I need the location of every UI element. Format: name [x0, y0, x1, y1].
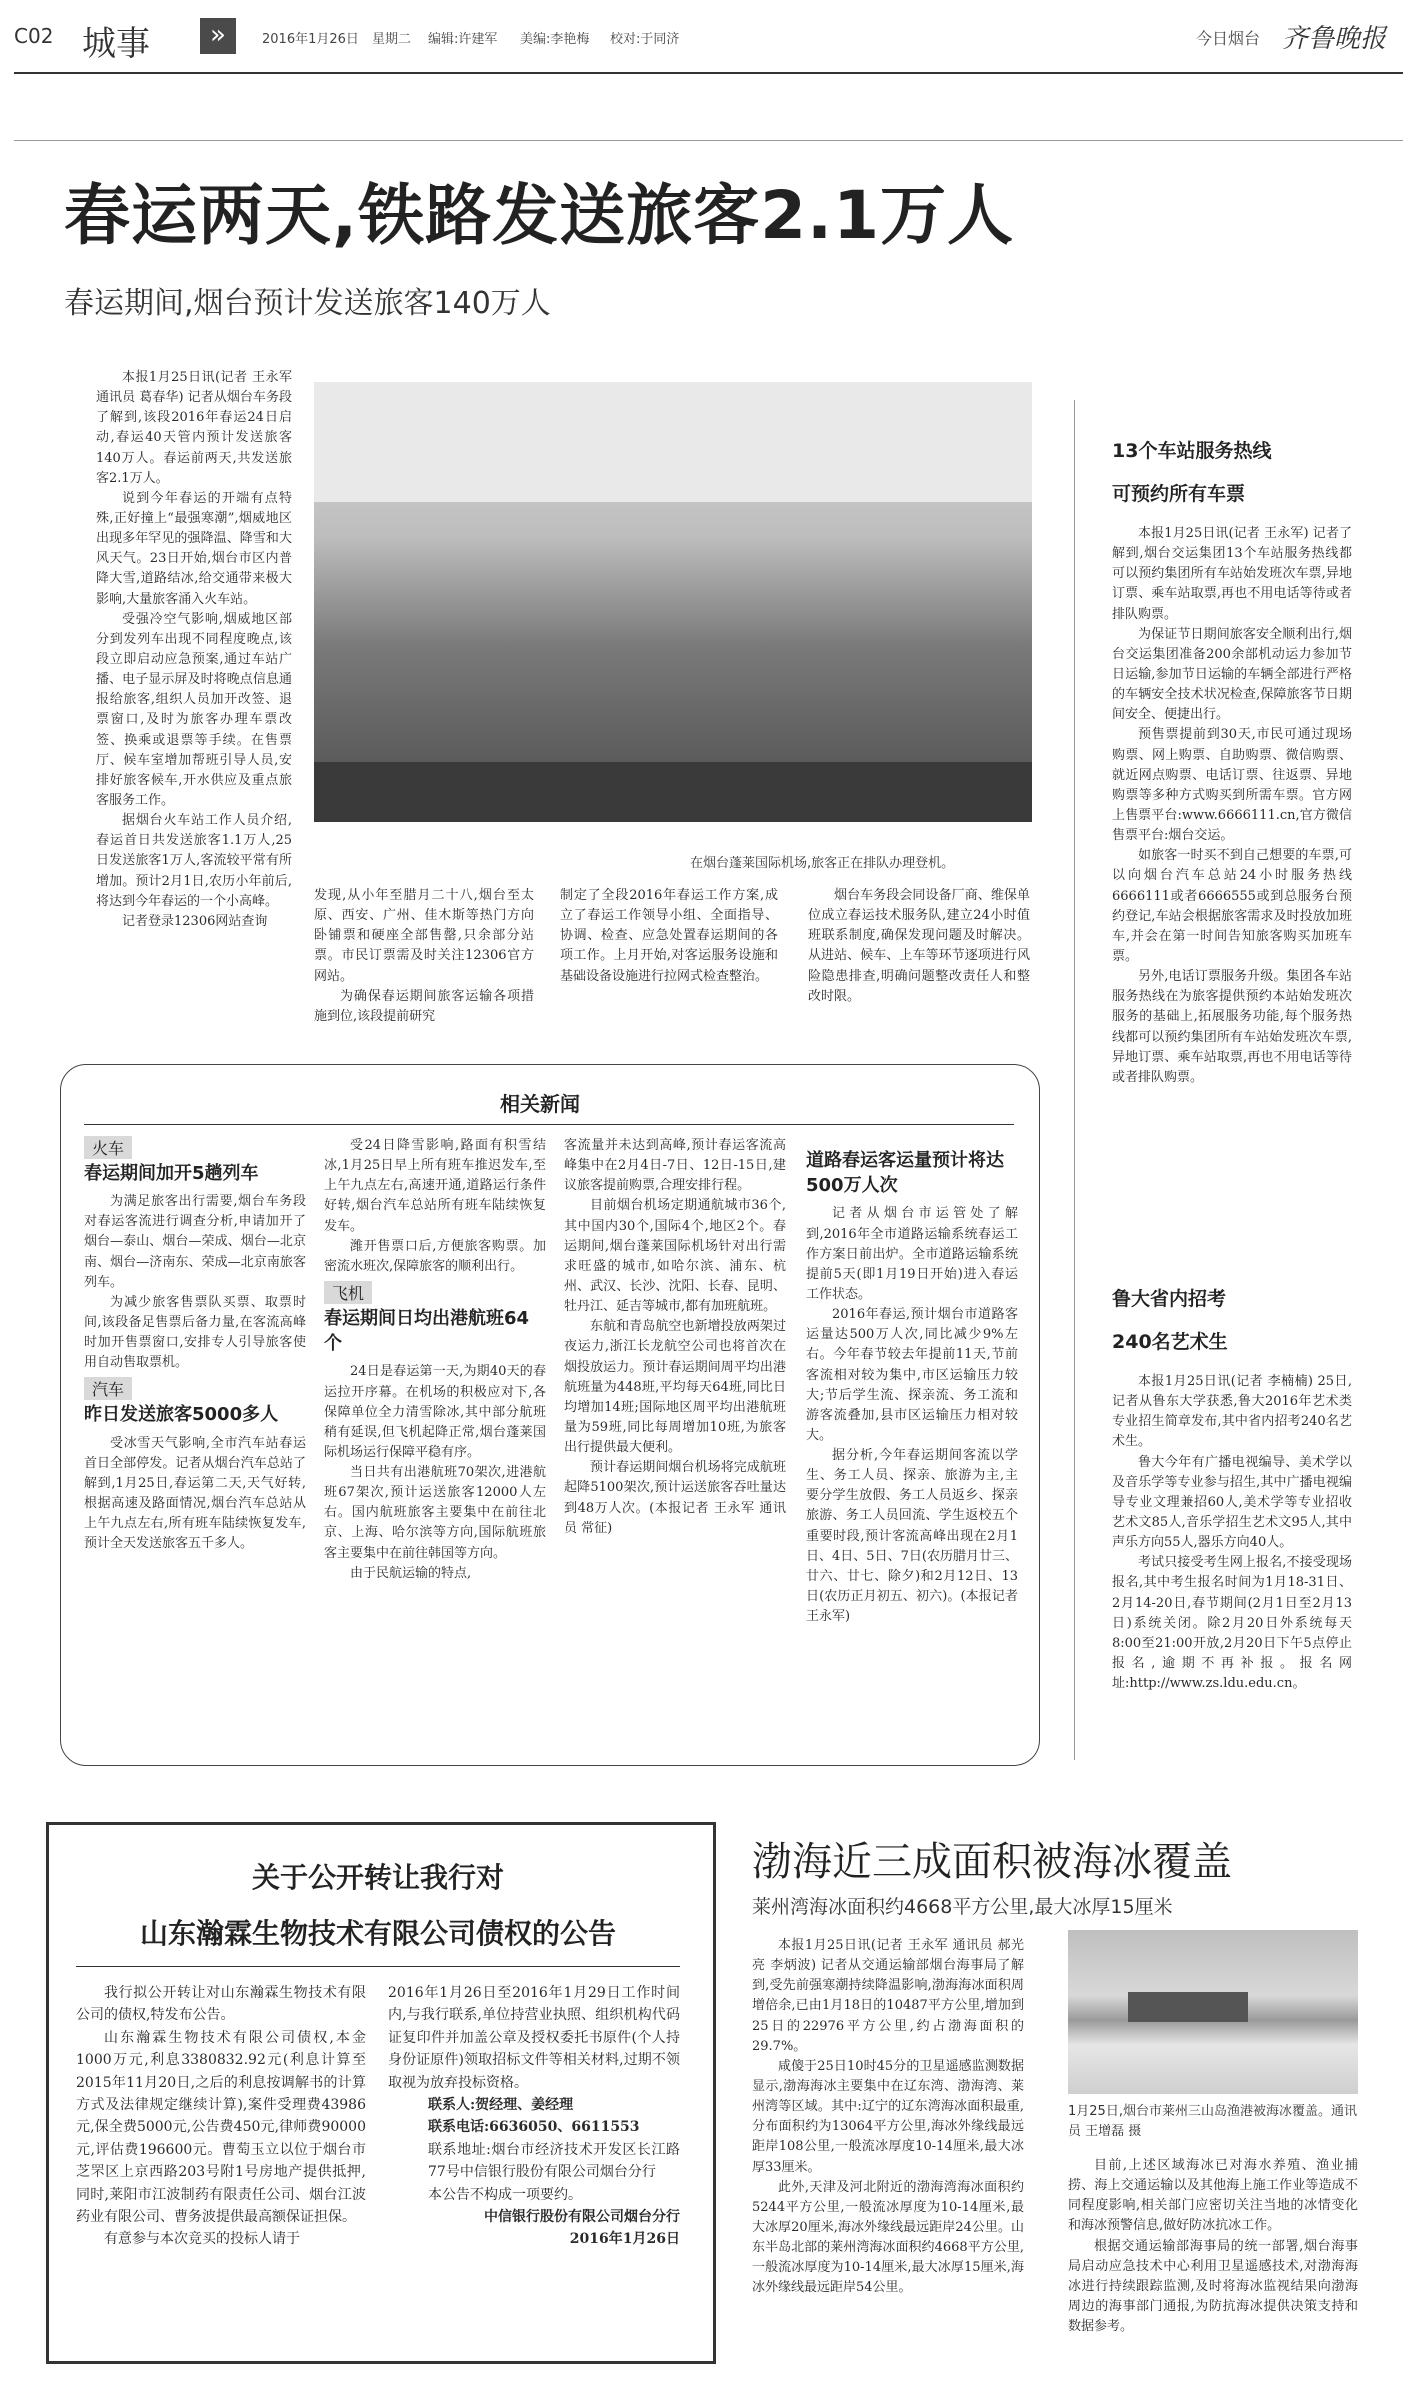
right-column-divider [1074, 400, 1075, 1760]
lead-paragraph: 烟台车务段会同设备厂商、维保单位成立春运技术服务队,建立24小时值班联系制度,确保发现问题及时解决。从进站、候车、上车等环节逐项进行风险隐患排查,明确问题整改责任人和整改时限。 [808, 888, 1030, 1004]
category-tag: 火车 [84, 1136, 132, 1159]
news-paragraph: 如旅客一时买不到自己想要的车票,可以向烟台汽车总站24小时服务热线6666111或者6666555或到总服务台预约登记,车站会根据旅客需求及时投放加班车,并会在第一时间告知旅客购买加班车票。 [1112, 848, 1352, 964]
notice-right-column [388, 1982, 680, 2251]
notice-contact-address: 联系地址:烟台市经济技术开发区长江路77号中信银行股份有限公司烟台分行 [428, 2141, 680, 2181]
notice-contact-phone: 联系电话:6636050、6611553 [428, 2119, 640, 2136]
ice-paragraph: 根据交通运输部海事局的统一部署,烟台海事局启动应急技术中心利用卫星遥感技术,对渤海海冰进行持续跟踪监测,及时将海冰监视结果向渤海周边的海事部门通报,为防抗海冰提供决策支持和数据参考。 [1068, 2238, 1358, 2335]
photo-boat [1128, 1992, 1248, 2022]
related-paragraph: 受24日降雪影响,路面有积雪结冰,1月25日早上所有班车推迟发车,至上午九点左右,高速开通,道路运行条件好转,烟台汽车总站所有班车陆续恢复发车。 [324, 1138, 546, 1234]
news-paragraph: 本报1月25日讯(记者 王永军) 记者了解到,烟台交运集团13个车站服务热线都可以预约集团所有车站始发班次车票,异地订票、乘车站取票,再也不用电话等待或者排队购票。 [1112, 526, 1352, 622]
sea-ice-photo [1068, 1930, 1358, 2094]
related-body [84, 1192, 306, 1373]
masthead-proof: 校对:于同济 [610, 32, 680, 47]
right-news-1 [1112, 436, 1352, 1088]
category-tag: 飞机 [324, 1281, 372, 1304]
related-column-2 [324, 1136, 546, 1584]
ice-column-2 [1068, 2156, 1358, 2337]
news-headline: 13个车站服务热线 [1112, 440, 1272, 462]
chevron-right-icon: » [200, 18, 236, 54]
notice-paragraph: 山东瀚霖生物技术有限公司债权,本金1000万元,利息3380832.92元(利息计算至2015年11月20日,之后的利息按调解书的计算方式及法律规定继续计算),案件受理费43986元,保全费5000元,公告费450元,律师费90000元,评估费196600元。曹萄玉立以位于烟台市芝罘区上京西路203号附1号房地产提供抵押,同时,莱阳市江波制药有限责任公司、烟台江波药业有限公司、曹务波提供最高额保证担保。 [76, 2029, 366, 2225]
related-paragraph: 东航和青岛航空也新增投放两架过夜运力,浙江长龙航空公司也将首次在烟投放运力。预计春运期间周平均出港航班量为448班,平均每天64班,同比日均增加14班;国际地区周平均出港航班量为59班,同比每周增加10班,为旅客出行提供最大便利。 [564, 1319, 786, 1456]
lead-paragraph: 发现,从小年至腊月二十八,烟台至太原、西安、广州、佳木斯等热门方向卧铺票和硬座全部售罄,只余部分站票。市民订票需及时关注12306官方网站。 [314, 888, 534, 984]
news-paragraph: 预售票提前到30天,市民可通过现场购票、网上购票、自助购票、微信购票、就近网点购票、电话订票、往返票、异地购票等多种方式购买到所需车票。官方网上售票平台:www.6666111.cn,官方微信售票平台:烟台交运。 [1112, 727, 1352, 844]
related-paragraph: 2016年春运,预计烟台市道路客运量达500万人次,同比减少9%左右。今年春节较去年提前11天,节前客流相对较为集中,市区运输压力较大;节后学生流、探亲流、务工流和游客流叠加,县市区运输压力相对较大。 [806, 1307, 1018, 1443]
lead-paragraph: 记者登录12306网站查询 [122, 913, 268, 929]
related-paragraph: 当日共有出港航班70架次,进港航班67架次,预计运送旅客12000人左右。国内航班旅客主要集中在前往北京、上海、哈尔滨等方向,国际航班旅客主要集中在前往韩国等方向。 [324, 1465, 546, 1561]
notice-paragraph: 我行拟公开转让对山东瀚霖生物技术有限公司的债权,特发布公告。 [76, 1985, 366, 2024]
notice-title-line2: 山东瀚霖生物技术有限公司债权的公告 [139, 1917, 616, 1950]
related-body [324, 1362, 546, 1584]
related-news-title: 相关新闻 [500, 1092, 580, 1116]
related-headline: 道路春运客运量预计将达500万人次 [806, 1150, 1004, 1197]
ice-paragraph: 此外,天津及河北附近的渤海湾海冰面积约5244平方公里,一般流冰厚度为10-14厘米,最大冰厚20厘米,海冰外缘线最远距岸24公里。山东半岛北部的莱州湾海冰面积约4668平方公里,一般流冰厚度为10-14厘米,最大冰厚15厘米,海冰外缘线最远距岸54公里。 [752, 2179, 1024, 2296]
news-paragraph: 另外,电话订票服务升级。集团各车站服务热线在为旅客提供预约本站始发班次服务的基础上,拓展服务功能,每个服务热线都可以预约集团所有车站始发班次车票,异地订票、乘车站取票,再也不用电话等待或者排队购票。 [1112, 969, 1352, 1085]
lead-paragraph: 据烟台火车站工作人员介绍,春运首日共发送旅客1.1万人,25日发送旅客1万人,客流较平常有所增加。预计2月1日,农历小年前后,将达到今年春运的一个小高峰。 [96, 813, 292, 909]
related-headline: 昨日发送旅客5000多人 [84, 1404, 279, 1426]
airport-photo [314, 382, 1032, 822]
related-paragraph: 受冰雪天气影响,全市汽车站春运首日全部停发。记者从烟台汽车总站了解到,1月25日,春运第二天,天气好转,根据高速及路面情况,烟台汽车总站从上午九点左右,所有班车陆续恢复发车,预计全天发送旅客五千多人。 [84, 1435, 306, 1552]
related-headline: 春运期间日均出港航班64个 [324, 1307, 530, 1355]
related-paragraph: 潍开售票口后,方便旅客购票。加密流水班次,保障旅客的顺利出行。 [324, 1238, 546, 1274]
news-headline: 可预约所有车票 [1112, 483, 1246, 505]
category-tag: 汽车 [84, 1377, 132, 1400]
lead-column-3 [560, 886, 778, 987]
right-news-2 [1112, 1284, 1352, 1694]
notice-date: 2016年1月26日 [569, 2231, 680, 2248]
photo-caption: 在烟台蓬莱国际机场,旅客正在排队办理登机。 [690, 856, 955, 871]
related-paragraph: 记者从烟台市运管处了解到,2016年全市道路运输系统春运工作方案日前出炉。全市道路运输系统提前5天(即1月19日开始)进入春运工作状态。 [806, 1206, 1018, 1302]
lead-column-1 [96, 368, 292, 932]
news-headline: 240名艺术生 [1112, 1331, 1228, 1353]
notice-left-column [76, 1982, 366, 2251]
notice-contact-person: 联系人:贺经理、姜经理 [428, 2096, 574, 2113]
news-body [1112, 524, 1352, 1088]
notice-title-line1: 关于公开转让我行对 [251, 1861, 504, 1894]
related-body [564, 1136, 786, 1539]
related-paragraph: 为满足旅客出行需要,烟台车务段对春运客流进行调查分析,申请加开了烟台—泰山、烟台—荣成、烟台—北京南、烟台—济南东、荣成—北京南旅客列车。 [84, 1194, 306, 1290]
notice-paragraph: 有意参与本次竞买的投标人请于 [104, 2231, 300, 2248]
notice-disclaimer: 本公告不构成一项要约。 [428, 2186, 582, 2203]
masthead-date: 2016年1月26日 [262, 32, 359, 47]
related-paragraph: 24日是春运第一天,为期40天的春运拉开序幕。在机场的积极应对下,各保障单位全力清雪除冰,其中部分航班稍有延误,但飞机起降正常,烟台蓬莱国际机场运行保障平稳有序。 [324, 1364, 546, 1460]
notice-issuer: 中信银行股份有限公司烟台分行 [484, 2208, 680, 2225]
related-body [84, 1434, 306, 1555]
news-body [1112, 1372, 1352, 1694]
photo-ceiling [314, 382, 1032, 502]
related-paragraph: 目前烟台机场定期通航城市36个,其中国内30个,国际4个,地区2个。春运期间,烟台蓬莱国际机场针对出行需求旺盛的城市,如哈尔滨、浦东、杭州、武汉、长沙、沈阳、长春、昆明、牡丹江、延吉等城市,都有加班航班。 [564, 1198, 786, 1315]
masthead-rule [14, 72, 1403, 74]
page-number: C02 [14, 24, 54, 48]
news-headline: 鲁大省内招考 [1112, 1288, 1227, 1310]
notice-rule [76, 1966, 680, 1967]
lead-column-2 [314, 886, 534, 1027]
lead-paragraph: 说到今年春运的开端有点特殊,正好撞上“最强寒潮”,烟威地区出现多年罕见的强降温、降雪和大风天气。23日开始,烟台市区内普降大雪,道路结冰,给交通带来极大影响,大量旅客涌入火车站。 [96, 490, 292, 607]
photo-counter [314, 762, 1032, 822]
news-paragraph: 鲁大今年有广播电视编导、美术学以及音乐学等专业参与招生,其中广播电视编导专业文理兼招60人,美术学等专业招收艺术文85人,音乐学招生艺术文95人,其中声乐方向55人,器乐方向40人。 [1112, 1454, 1352, 1551]
masthead-weekday: 星期二 [372, 32, 412, 47]
lead-subhead: 春运期间,烟台预计发送旅客140万人 [64, 286, 551, 321]
lead-paragraph: 本报1月25日讯(记者 王永军 通讯员 葛春华) 记者从烟台车务段了解到,该段2016年春运24日启动,春运40天管内预计发送旅客140万人。春运前两天,共发送旅客2.1万人。 [96, 370, 292, 486]
related-paragraph: 客流量并未达到高峰,预计春运客流高峰集中在2月4日-7日、12日-15日,建议旅客提前购票,合理安排行程。 [564, 1138, 786, 1194]
masthead-rule-thin [14, 140, 1403, 141]
lead-paragraph: 制定了全段2016年春运工作方案,成立了春运工作领导小组、全面指导、协调、检查、应急处置春运期间的各项工作。上月开始,对客运服务设施和基础设备设施进行拉网式检查整治。 [560, 888, 778, 984]
related-title-rule [84, 1124, 1014, 1125]
related-column-4 [806, 1146, 1018, 1627]
masthead-editor: 编辑:许建军 [428, 32, 498, 47]
lead-column-4 [808, 886, 1030, 1007]
ice-paragraph: 目前,上述区域海冰已对海水养殖、渔业捕捞、海上交通运输以及其他海上施工作业等造成不同程度影响,相关部门应密切关注当地的冰情变化和海冰预警信息,做好防冰抗冰工作。 [1068, 2158, 1358, 2234]
news-paragraph: 考试只接受考生网上报名,不接受现场报名,其中考生报名时间为1月18-31日、2月14-20日,春节期间(2月1日至2月13日)系统关闭。除2月20日外系统每天8:00至21:00开放,2月20日下午5点停止报名,逾期不再补报。报名网址:http://www.zs.ldu.edu.cn。 [1112, 1555, 1352, 1692]
section-label: 城事 [82, 24, 150, 64]
paper-logo: 齐鲁晚报 [1282, 24, 1387, 54]
lead-headline: 春运两天,铁路发送旅客2.1万人 [64, 177, 1014, 254]
masthead-designer: 美编:李艳梅 [520, 32, 590, 47]
ice-headline: 渤海近三成面积被海冰覆盖 [752, 1839, 1232, 1885]
ice-column-1 [752, 1936, 1024, 2299]
related-paragraph: 由于民航运输的特点, [350, 1565, 472, 1581]
related-body [806, 1204, 1018, 1627]
related-paragraph: 为减少旅客售票队买票、取票时间,该段备足售票后备力量,在客流高峰时加开售票窗口,安排专人引导旅客使用自动售取票机。 [84, 1294, 306, 1371]
notice-paragraph: 2016年1月26日至2016年1月29日工作时间内,与我行联系,单位持营业执照、组织机构代码证复印件并加盖公章及授权委托书原件(个人持身份证原件)领取招标文件等相关材料,过期不领取视为放弃投标资格。 [388, 1985, 680, 2091]
news-paragraph: 本报1月25日讯(记者 李楠楠) 25日,记者从鲁东大学获悉,鲁大2016年艺术类专业招生简章发布,其中省内招考240名艺术生。 [1112, 1374, 1352, 1450]
ice-subhead: 莱州湾海冰面积约4668平方公里,最大冰厚15厘米 [752, 1896, 1173, 1918]
related-paragraph: 据分析,今年春运期间客流以学生、务工人员、探亲、旅游为主,主要分学生放假、务工人员返乡、探亲旅游、务工人员回流、学生返校五个重要时段,预计客流高峰出现在2月1日、4日、5日、7日(农历腊月廿三、廿六、廿七、除夕)和2月12日、13日(农历正月初五、初六)。(本报记者 王永军) [806, 1448, 1018, 1625]
masthead [0, 0, 1417, 70]
related-headline: 春运期间加开5趟列车 [84, 1163, 259, 1184]
related-column-3 [564, 1136, 786, 1539]
paper-name: 今日烟台 [1196, 29, 1261, 48]
ice-paragraph: 咸傻于25日10时45分的卫星遥感监测数据显示,渤海海冰主要集中在辽东湾、渤海湾、莱州湾等区域。其中:辽宁的辽东湾海冰面积最重,分布面积约为13064平方公里,海冰外缘线最远距岸108公里,一般流冰厚度10-14厘米,最大冰厚33厘米。 [752, 2058, 1024, 2175]
ice-paragraph: 本报1月25日讯(记者 王永军 通讯员 郝光亮 李炳波) 记者从交通运输部烟台海事局了解到,受先前强寒潮持续降温影响,渤海海冰面积周增倍余,已由1月18日的10487平方公里,增加到25日的22976平方公里,约占渤海面积的29.7%。 [752, 1938, 1024, 2054]
lead-paragraph: 受强冷空气影响,烟威地区部分到发列车出现不同程度晚点,该段立即启动应急预案,通过车站广播、电子显示屏及时将晚点信息通报给旅客,组织人员加开改签、退票窗口,及时为旅客办理车票改签、换乘或退票等手续。在售票厅、候车室增加帮班引导人员,安排好旅客候车,开水供应及重点旅客服务工作。 [96, 611, 292, 808]
related-paragraph: 预计春运期间烟台机场将完成航班起降5100架次,预计运送旅客吞吐量达到48万人次。(本报记者 王永军 通讯员 常征) [564, 1460, 786, 1536]
related-column-1 [84, 1136, 306, 1554]
ice-photo-caption: 1月25日,烟台市莱州三山岛渔港被海冰覆盖。通讯员 王增磊 摄 [1068, 2104, 1357, 2140]
lead-paragraph: 为确保春运期间旅客运输各项措施到位,该段提前研究 [314, 988, 534, 1024]
related-body [324, 1136, 546, 1277]
news-paragraph: 为保证节日期间旅客安全顺利出行,烟台交运集团准备200余部机动运力参加节日运输,参加节日运输的车辆全部进行严格的车辆安全技术状况检查,保障旅客节日期间安全、便捷出行。 [1112, 626, 1352, 723]
